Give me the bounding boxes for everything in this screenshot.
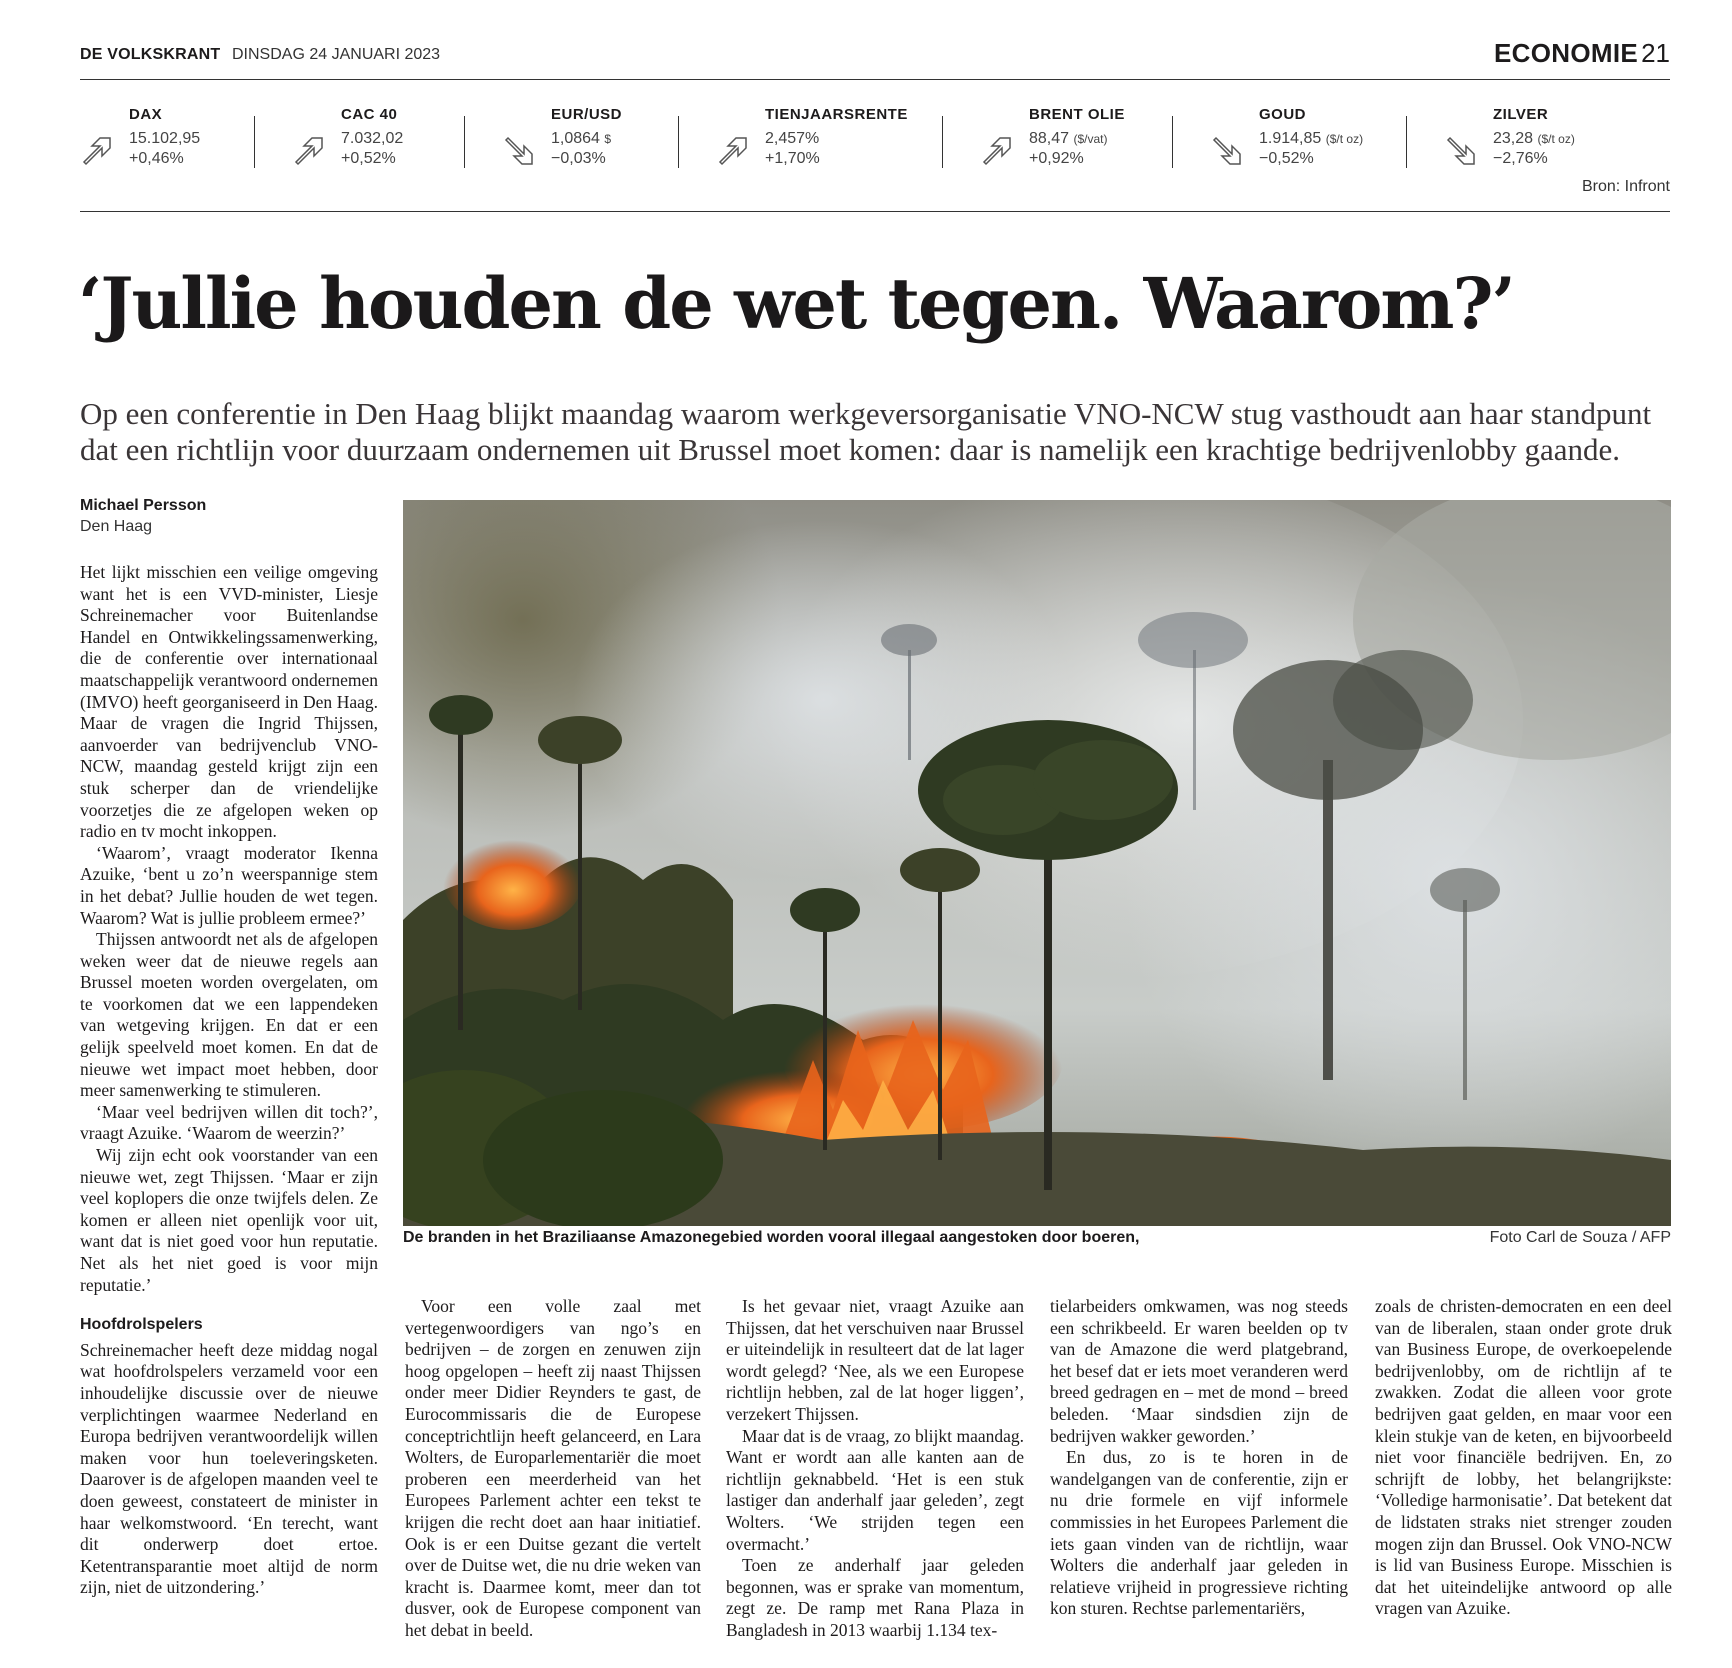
arrow-up-icon	[292, 134, 326, 168]
paragraph: ‘Maar veel bedrijven willen dit toch?’, vraagt Azuike. ‘Waarom de weerzin?’	[80, 1101, 378, 1144]
arrow-down-icon	[1210, 134, 1244, 168]
ticker-change: +0,46%	[129, 150, 184, 167]
ticker-value: 88,47 ($/vat)	[1029, 130, 1108, 147]
article-headline: ‘Jullie houden de wet tegen. Waarom?’	[78, 262, 1514, 345]
amazon-fire-image	[403, 500, 1671, 1226]
paragraph: Voor een volle zaal met vertegenwoordigers van ngo’s en bedrijven – de zorgen en zenuwen zijn hoog opgelopen – heeft zij naast Thijssen onder meer Didier Reynders te gast, de Eurocommissaris die de Europese conceptrichtlijn heeft gelanceerd, en Lara Wolters, de Europarlementariër die moet proberen een meerderheid van het Europees Parlement achter een tekst te krijgen die recht doet aan haar initiatief. Ook is er een Duitse gezant die vertelt over de Duitse wet, die nu drie weken van kracht is. Daarmee komt, meer dan tot dusver, ook de Europese component van het debat in beeld.	[405, 1296, 701, 1640]
market-ticker	[80, 106, 1670, 212]
photo-credit: Foto Carl de Souza / AFP	[1489, 1229, 1671, 1246]
ticker-change: −2,76%	[1493, 150, 1548, 167]
ticker-name: BRENT OLIE	[1029, 106, 1125, 123]
ticker-value: 23,28 ($/t oz)	[1493, 130, 1575, 147]
ticker-name: CAC 40	[341, 106, 398, 123]
arrow-down-icon	[1444, 134, 1478, 168]
paragraph: Maar dat is de vraag, zo blijkt maandag. Want er wordt aan alle kanten aan de richtlijn geknabbeld. ‘Het is een stuk lastiger dan anderhalf jaar geleden’, zegt Wolters. ‘We strijden tegen een overmacht.’	[726, 1425, 1024, 1554]
paragraph: ‘Waarom’, vraagt moderator Ikenna Azuike, ‘bent u zo’n weerspannige stem in het debat? Jullie houden de wet tegen. Waarom? Wat is jullie probleem ermee?’	[80, 842, 378, 928]
ticker-change: +1,70%	[765, 150, 820, 167]
ticker-name: DAX	[129, 106, 163, 123]
caption-text: De branden in het Braziliaanse Amazonegebied worden vooral illegaal aangestoken door boeren,	[403, 1229, 1140, 1246]
paragraph: Wij zijn echt ook voorstander van een nieuwe wet, zegt Thijssen. ‘Maar er zijn veel koplopers die onze twijfels delen. Ze komen er alleen niet openlijk voor uit, want dat is niet goed voor hun reputatie. Net als het niet goed is voor mijn reputatie.’	[80, 1145, 378, 1295]
ticker-divider	[1406, 116, 1407, 168]
author-name: Michael Persson	[80, 497, 207, 514]
article-lead: Op een conferentie in Den Haag blijkt maandag waarom werkgeversorganisatie VNO-NCW stug vasthoudt aan haar standpunt dat een richtlijn voor duurzaam ondernemen uit Brussel moet komen: daar is namelijk een krachtige bedrijvenlobby gaande.	[80, 396, 1652, 467]
article-column-5	[1375, 1296, 1672, 1620]
ticker-source: Bron: Infront	[1581, 178, 1670, 195]
article-column-4	[1050, 1296, 1348, 1620]
masthead	[80, 40, 1670, 80]
ticker-change: +0,92%	[1029, 150, 1084, 167]
arrow-up-icon	[80, 134, 114, 168]
paragraph: zoals de christen-democraten en een deel van de liberalen, staan onder grote druk van Business Europe, de overkoepelende bedrijvenlobby, om de richtlijn af te zwakken. Zodat die alleen voor grote bedrijven gaat gelden, en maar voor een klein stukje van de keten, en bijvoorbeeld niet voor financiële bedrijven. En, zo schrijft de lobby, het belangrijkste: ‘Volledige harmonisatie’. Dat betekent dat de lidstaten straks niet strenger zouden mogen zijn dan Brussel. Ook VNO-NCW is lid van Business Europe. Misschien is dat het uiteindelijke antwoord op alle vragen van Azuike.	[1375, 1296, 1672, 1619]
article-photo	[403, 500, 1671, 1226]
paragraph: Schreinemacher heeft deze middag nogal wat hoofdrolspelers verzameld voor een inhoudelijke discussie over de nieuwe verplichtingen waarmee Nederland en Europa bedrijven verantwoordelijk willen maken voor hun toeleveringsketen. Daarover is de afgelopen maanden veel te doen geweest, constateert de minister in haar welkomstwoord. ‘En terecht, want dit onderwerp doet ertoe. Ketentransparantie moet altijd de norm zijn, niet de uitzondering.’	[80, 1339, 378, 1598]
ticker-name: ZILVER	[1493, 106, 1549, 123]
ticker-value: 7.032,02	[341, 130, 404, 147]
ticker-change: −0,03%	[551, 150, 606, 167]
byline	[80, 497, 206, 536]
ticker-value: 2,457%	[765, 130, 820, 147]
paragraph: En dus, zo is te horen in de wandelgangen van de conferentie, zijn er nu drie formele en vijf informele commissies in het Europees Parlement die iets gaan vinden van de richtlijn, waar Wolters die anderhalf jaar geleden in relatieve vrijheid in progressieve richting kon sturen. Rechtse parlementariërs,	[1050, 1447, 1348, 1619]
article-column-2	[405, 1296, 701, 1642]
ticker-divider	[464, 116, 465, 168]
ticker-name: EUR/USD	[551, 106, 623, 123]
ticker-change: +0,52%	[341, 150, 396, 167]
ticker-divider	[678, 116, 679, 168]
ticker-divider	[254, 116, 255, 168]
paragraph: Het lijkt misschien een veilige omgeving want het is een VVD-minister, Liesje Schreinemacher voor Buitenlandse Handel en Ontwikkelingssamenwerking, die de conferentie over internationaal maatschappelijk verantwoord ondernemen (IMVO) heeft georganiseerd in Den Haag. Maar de vragen die Ingrid Thijssen, aanvoerder van bedrijvenclub VNO-NCW, maandag gesteld krijgt zijn een stuk scherper dan de vriendelijke voorzetjes die ze afgelopen weken op radio en tv mocht inkoppen.	[80, 562, 378, 842]
arrow-up-icon	[980, 134, 1014, 168]
ticker-value: 1.914,85 ($/t oz)	[1259, 130, 1364, 147]
ticker-name: GOUD	[1259, 106, 1306, 123]
paragraph: Thijssen antwoordt net als de afgelopen weken weer dat de nieuwe regels aan Brussel moeten worden overgelaten, om te voorkomen dat we een lappendeken van wetgeving krijgen. En dat er een gelijk speelveld moet komen. En dat de nieuwe wet impact moet hebben, door meer samenwerking te stimuleren.	[80, 929, 378, 1101]
photo-caption	[403, 1229, 1671, 1251]
arrow-up-icon	[716, 134, 750, 168]
section-name: ECONOMIE	[1494, 38, 1638, 68]
dateline-location: Den Haag	[80, 518, 153, 535]
ticker-change: −0,52%	[1259, 150, 1314, 167]
arrow-down-icon	[502, 134, 536, 168]
ticker-value: 1,0864 $	[551, 130, 612, 147]
issue-date: DINSDAG 24 JANUARI 2023	[232, 46, 441, 63]
section-subhead: Hoofdrolspelers	[80, 1316, 203, 1334]
page-number: 21	[1641, 38, 1670, 68]
paragraph: Is het gevaar niet, vraagt Azuike aan Thijssen, dat het verschuiven naar Brussel er uiteindelijk in resulteert dat de lat lager wordt gelegd? ‘Nee, als we een Europese richtlijn hebben, zal de lat hoger liggen’, verzekert Thijssen.	[726, 1296, 1024, 1424]
paragraph: tielarbeiders omkwamen, was nog steeds een schrikbeeld. Er waren beelden op tv van de Amazone die werd platgebrand, het besef dat er iets moet veranderen werd breed gedragen en – met de mond – breed beleden. ‘Maar sindsdien zijn de bedrijven wakker geworden.’	[1050, 1296, 1348, 1446]
ticker-name: TIENJAARSRENTE	[765, 106, 908, 123]
article-column-1	[80, 562, 378, 1599]
ticker-divider	[942, 116, 943, 168]
ticker-divider	[1172, 116, 1173, 168]
paragraph: Toen ze anderhalf jaar geleden begonnen, was er sprake van momentum, zegt ze. De ramp met Rana Plaza in Bangladesh in 2013 waarbij 1.134 tex-	[726, 1555, 1024, 1640]
article-column-3	[726, 1296, 1024, 1642]
ticker-value: 15.102,95	[129, 130, 201, 147]
newspaper-name: DE VOLKSKRANT	[80, 46, 221, 63]
